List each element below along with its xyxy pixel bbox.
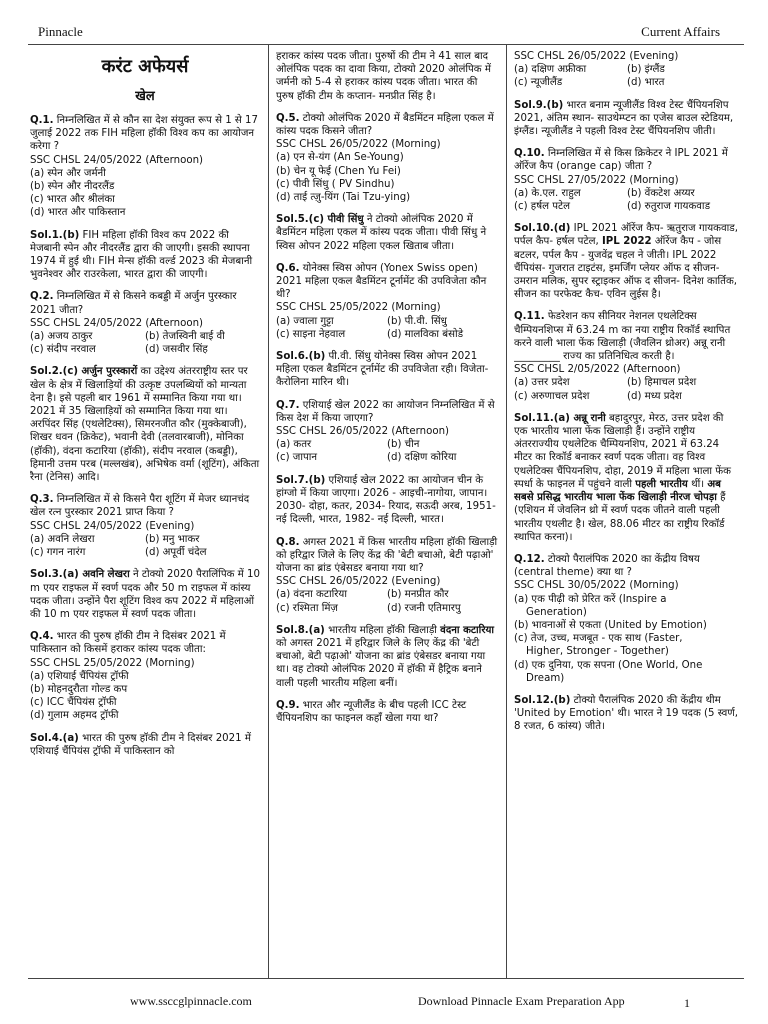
option: (d) मध्य प्रदेश bbox=[627, 390, 682, 402]
question-number: Q.11. bbox=[514, 311, 545, 323]
option: (a) स्पेन और जर्मनी bbox=[30, 167, 106, 179]
exam-source: SSC CHSL 25/05/2022 (Morning) bbox=[30, 657, 195, 669]
option: (c) तेज, उच्च, मजबूत - एक साथ (Faster, bbox=[514, 633, 683, 645]
solution-highlight-3: अब सबसे प्रसिद्ध भारतीय भाला फेंक खिलाड़ी नीरज चोपड़ा bbox=[514, 478, 721, 504]
solution-label: Sol.5.(c) bbox=[276, 214, 325, 226]
question-text: एशियाई खेल 2022 का आयोजन निम्नलिखित में से किस देश में किया जाएगा? bbox=[276, 399, 495, 424]
question-number: Q.12. bbox=[514, 553, 545, 565]
solution-7 bbox=[276, 474, 498, 527]
option: (d) रजनी एतिमारपु bbox=[387, 602, 461, 614]
solution-label: Sol.8.(a) bbox=[276, 624, 325, 636]
option: (d) भारत और पाकिस्तान bbox=[30, 207, 126, 219]
page-header bbox=[0, 0, 768, 44]
solution-text: का उद्देश्य अंतरराष्ट्रीय स्तर पर खेल के क्षेत्र में खिलाड़ियों की उत्कृष्ट उपलब्धियों को मान्यता देना है। इसे पहली बार 1961 में सम्मानित किया गया था। 2021 में 35 खिलाड़ियों को सम्मानित किया गया था। अरपिंदर सिंह (एथलेटिक्स), सिमरनजीत कौर (मुक्केबाजी), शिखर धवन (क्रिकेट), भवानी देवी (तलवारबाजी), मोनिका (हॉकी), वंदना कटारिया (हॉकी), संदीप नरवाल (कबड्डी), हिमानी उत्तम परब (मल्लखंब), अभिषेक वर्मा (शूटिंग), अंकिता रैना (टेनिस) आदि। bbox=[30, 366, 260, 484]
solution-4-continued: हराकर कांस्य पदक जीता। पुरुषों की टीम ने 41 साल बाद ओलंपिक पदक का दावा किया, टोक्यो 2020 ओलंपिक में जर्मनी को 5-4 से हराकर कांस्य पदक जीता। भारत की पुरुष हॉकी टीम के कप्तान- मनप्रीत सिंह है। bbox=[276, 51, 491, 102]
exam-source: SSC CHSL 26/05/2022 (Afternoon) bbox=[276, 426, 450, 438]
footer-website-link[interactable]: www.ssccglpinnacle.com bbox=[130, 994, 252, 1008]
solution-label: Sol.7.(b) bbox=[276, 474, 326, 486]
header-rule bbox=[28, 44, 744, 45]
exam-source: SSC CHSL 24/05/2022 (Afternoon) bbox=[30, 317, 204, 329]
solution-12 bbox=[514, 694, 740, 734]
question-3 bbox=[30, 493, 260, 559]
solution-label: Sol.4.(a) bbox=[30, 732, 79, 744]
option: (b) स्पेन और नीदरलैंड bbox=[30, 181, 115, 193]
question-text: निम्नलिखित में से कौन सा देश संयुक्त रूप से 1 से 17 जुलाई 2022 तक FIH महिला हॉकी विश्व कप का आयोजन करेगा ? bbox=[30, 115, 259, 153]
option: (a) वंदना कटारिया bbox=[276, 589, 347, 601]
option: (b) मनु भाकर bbox=[145, 533, 200, 545]
option: (b) इंग्लैंड bbox=[627, 64, 665, 76]
option: (d) दक्षिण कोरिया bbox=[387, 452, 457, 464]
question-number: Q.8. bbox=[276, 536, 300, 548]
solution-text: ने टोक्यो ओलंपिक 2020 में बैडमिंटन महिला एकल में कांस्य पदक जीता। पीवी सिंधु ने स्विस ओपन 2022 महिला एकल खिताब जीता। bbox=[276, 214, 487, 252]
question-2 bbox=[30, 290, 260, 356]
solution-6 bbox=[276, 350, 498, 390]
header-brand: Pinnacle bbox=[38, 24, 83, 39]
question-number: Q.10. bbox=[514, 148, 545, 160]
solution-text: एशियाई खेल 2022 का आयोजन चीन के हांग्जो में किया जाएगा। 2026 - आइची-नागोया, जापान। bbox=[276, 474, 488, 499]
question-1 bbox=[30, 114, 260, 220]
question-9 bbox=[276, 699, 498, 725]
question-11 bbox=[514, 310, 740, 402]
question-7 bbox=[276, 399, 498, 465]
solution-highlight: अन्नू रानी bbox=[569, 412, 606, 424]
solution-text-2: को अगस्त 2021 में हरिद्वार जिले के लिए केंद्र की 'बेटी बचाओ, बेटी पढ़ाओ' योजना का ब्रांड एंबेसडर बनाया गया था। वह टोक्यो ओलंपिक 2020 में हॉकी में हैट्रिक बनाने वाली पहली भारतीय महिला बनीं। bbox=[276, 637, 486, 689]
option: (a) के.एल. राहुल bbox=[514, 187, 581, 199]
option: (b) चीन bbox=[387, 439, 420, 451]
question-number: Q.4. bbox=[30, 631, 54, 643]
exam-source: SSC CHSL 24/05/2022 (Evening) bbox=[30, 520, 195, 532]
question-number: Q.1. bbox=[30, 115, 54, 126]
solution-highlight: IPL 2022 bbox=[602, 236, 652, 248]
column-divider-2 bbox=[506, 44, 507, 978]
option: (c) अरुणाचल प्रदेश bbox=[514, 390, 590, 402]
solution-highlight: वंदना कटारिया bbox=[440, 624, 495, 636]
option: (d) एक दुनिया, एक सपना (One World, One bbox=[514, 659, 703, 671]
question-4 bbox=[30, 630, 260, 722]
solution-label: Sol.12.(b) bbox=[514, 694, 571, 706]
question-text: अगस्त 2021 में किस भारतीय महिला हॉकी खिलाड़ी को हरिद्वार जिले के लिए केंद्र की 'बेटी बचाओ, बेटी पढ़ाओ' योजना का ब्रांड एंबेसडर बनाया गया था? bbox=[276, 536, 498, 574]
question-10 bbox=[514, 147, 740, 213]
option-continued: Higher, Stronger - Together) bbox=[526, 646, 669, 658]
option: (b) भावनाओं से एकता (United by Emotion) bbox=[514, 619, 707, 631]
solution-label: Sol.1.(b) bbox=[30, 229, 80, 241]
solution-highlight-2: पहली भारतीय bbox=[635, 478, 688, 490]
option: (a) उत्तर प्रदेश bbox=[514, 377, 570, 389]
question-text: निम्नलिखित में से किस क्रिकेटर ने IPL 2021 में ऑरेंज कैप (orange cap) जीता ? bbox=[514, 148, 728, 173]
footer-app-promo: Download Pinnacle Exam Preparation App bbox=[418, 994, 625, 1008]
question-12 bbox=[514, 553, 740, 685]
option: (b) वेंकटेश अय्यर bbox=[627, 187, 695, 199]
option: (b) मोहनदुरौता गोल्ड कप bbox=[30, 683, 128, 695]
solution-text-2: 2030- दोहा, कतर, 2034- रियाद, सऊदी अरब, 1951- नई दिल्ली, भारत, 1982- नई दिल्ली, भारत। bbox=[276, 501, 496, 526]
column-1 bbox=[30, 50, 260, 974]
option: (c) साइना नेहवाल bbox=[276, 328, 346, 340]
solution-3 bbox=[30, 568, 260, 621]
solution-9 bbox=[514, 99, 740, 139]
question-5 bbox=[276, 112, 498, 204]
option: (c) जापान bbox=[276, 452, 318, 464]
solution-label: Sol.6.(b) bbox=[276, 351, 326, 363]
exam-source: SSC CHSL 27/05/2022 (Morning) bbox=[514, 174, 679, 186]
solution-label: Sol.2.(c) bbox=[30, 366, 79, 378]
solution-1 bbox=[30, 229, 260, 282]
question-text: भारत की पुरुष हॉकी टीम ने दिसंबर 2021 में पाकिस्तान को किसमें हराकर कांस्य पदक जीता: bbox=[30, 631, 226, 656]
question-text: भारत और न्यूजीलैंड के बीच पहली ICC टेस्ट चैंपियनशिप का फाइनल कहाँ खेला गया था? bbox=[276, 699, 467, 724]
option: (c) संदीप नरवाल bbox=[30, 344, 96, 356]
solution-text: ने टोक्यो 2020 पैरालिंपिक में 10 m एयर राइफल में स्वर्ण पदक और 50 m राइफल में कांस्य पदक जीता। उन्होंने पैरा शूटिंग विश्व कप 2022 में महिलाओं की 10 m एयर राइफल में स्वर्ण पदक जीता। bbox=[30, 569, 260, 620]
solution-label: Sol.3.(a) bbox=[30, 569, 79, 581]
question-number: Q.7. bbox=[276, 399, 300, 411]
option: (b) चेन यू फेई (Chen Yu Fei) bbox=[276, 165, 401, 177]
option: (d) गुलाम अहमद ट्रॉफी bbox=[30, 710, 119, 722]
solution-text: IPL 2021 ऑरेंज कैप- ऋतुराज गायकवाड, पर्पल कैप- हर्षल पटेल, bbox=[514, 223, 738, 248]
page-number: 1 bbox=[684, 996, 690, 1010]
option: (a) एन से-यंग (An Se-Young) bbox=[276, 152, 404, 164]
footer-rule bbox=[28, 978, 744, 979]
exam-source: SSC CHSL 26/05/2022 (Evening) bbox=[276, 576, 441, 588]
solution-text-2: ऑरेंज कैप - जोस बटलर, पर्पल कैप - युजवेंद्र चहल ने जीती। IPL 2022 चैंपियंस- गुजरात टाइटंस, इमर्जिंग प्लेयर ऑफ द सीजन- उमरान मलिक, सुपर स्ट्राइकर ऑफ द सीजन- दिनेश कार्तिक, सीजन का परफेक्ट कैच- एविन लुईस है। bbox=[514, 236, 738, 301]
question-number: Q.5. bbox=[276, 112, 300, 124]
question-8 bbox=[276, 536, 498, 615]
option-continued: Dream) bbox=[526, 672, 565, 684]
option: (a) ज्वाला गुट्टा bbox=[276, 315, 334, 327]
question-text: निम्नलिखित में से किसने पैरा शूटिंग में मेजर ध्यानचंद खेल रत्न पुरस्कार 2021 प्राप्त किया ? bbox=[30, 494, 250, 519]
option: (a) एशियाई चैंपियंस ट्रॉफी bbox=[30, 670, 129, 682]
option: (b) पी.वी. सिंधु bbox=[387, 315, 447, 327]
option: (d) अपूर्वी चंदेल bbox=[145, 547, 207, 559]
option: (c) रश्मिता मिंज़ bbox=[276, 602, 338, 614]
question-number: Q.6. bbox=[276, 262, 300, 274]
solution-text: भारतीय महिला हॉकी खिलाड़ी bbox=[324, 624, 441, 636]
solution-text-2: थीं। bbox=[687, 478, 708, 490]
exam-source: SSC CHSL 30/05/2022 (Morning) bbox=[514, 580, 679, 592]
solution-11 bbox=[514, 412, 740, 544]
solution-4 bbox=[30, 732, 260, 758]
solution-text: FIH महिला हॉकी विश्व कप 2022 की मेजबानी स्पेन और नीदरलैंड द्वारा की जाएगी। इसकी स्थापना 1974 में हुई थी। FIH मेन्स हॉकी वर्ल्ड 2023 की मेजबानी भुवनेश्वर और राउरकेला, भारत द्वारा की जाएगी। bbox=[30, 229, 253, 281]
option: (c) ICC चैंपियंस ट्रॉफी bbox=[30, 697, 117, 709]
exam-source: SSC CHSL 2/05/2022 (Afternoon) bbox=[514, 364, 681, 376]
solution-10 bbox=[514, 222, 740, 301]
option: (c) न्यूजीलैंड bbox=[514, 77, 563, 89]
solution-text: पी.वी. सिंधु योनेक्स स्विस ओपन 2021 महिला एकल बैडमिंटन टूर्नामेंट की उपविजेता रही। विजेता- कैरोलिना मारिन थी। bbox=[276, 351, 489, 389]
question-text: टोक्यो ओलंपिक 2020 में बैडमिंटन महिला एकल में कांस्य पदक किसने जीता? bbox=[276, 112, 494, 138]
question-9-continued bbox=[514, 50, 740, 90]
column-3 bbox=[514, 50, 740, 974]
option: (a) कतर bbox=[276, 439, 312, 451]
option-continued: Generation) bbox=[526, 606, 587, 618]
option: (a) अवनि लेखरा bbox=[30, 533, 95, 545]
question-number: Q.9. bbox=[276, 699, 300, 711]
solution-highlight: अर्जुन पुरस्कारों bbox=[78, 366, 138, 378]
question-number: Q.3. bbox=[30, 494, 54, 506]
question-text: योनेक्स स्विस ओपन (Yonex Swiss open) 2021 महिला एकल बैडमिंटन टूर्नामेंट की उपविजेता कौन थी? bbox=[276, 262, 487, 301]
solution-5 bbox=[276, 213, 498, 253]
solution-8 bbox=[276, 624, 498, 690]
solution-label: Sol.10.(d) bbox=[514, 223, 571, 235]
option: (d) भारत bbox=[627, 77, 665, 89]
solution-highlight: पीवी सिंधु bbox=[324, 214, 364, 226]
option: (b) हिमाचल प्रदेश bbox=[627, 377, 697, 389]
option: (d) ताई त्ज़ु-यिंग (Tai Tzu-ying) bbox=[276, 192, 411, 204]
question-text: निम्नलिखित में से किसने कबड्डी में अर्जुन पुरस्कार 2021 जीता? bbox=[30, 291, 237, 316]
header-section: Current Affairs bbox=[641, 24, 720, 39]
option: (d) मालविका बंसोडे bbox=[387, 328, 464, 340]
solution-label: Sol.11.(a) bbox=[514, 412, 570, 424]
exam-source: SSC CHSL 25/05/2022 (Morning) bbox=[276, 302, 441, 314]
solution-label: Sol.9.(b) bbox=[514, 99, 564, 111]
page-footer bbox=[0, 984, 768, 1024]
option: (c) हर्षल पटेल bbox=[514, 201, 571, 213]
option: (a) अजय ठाकुर bbox=[30, 331, 93, 343]
solution-2 bbox=[30, 365, 260, 484]
column-2 bbox=[276, 50, 498, 974]
solution-text-3: हैं (एशियन में जेवलिन थ्रो में स्वर्ण पदक जीतने वाली पहली भारतीय एथलीट है। खेल, 88.06 मीटर का राष्ट्रीय रिकॉर्ड स्थापित करना)। bbox=[514, 492, 726, 543]
page-title: करंट अफेयर्स bbox=[101, 56, 189, 77]
question-text: टोक्यो पैरालंपिक 2020 का केंद्रीय विषय (central theme) क्या था ? bbox=[514, 553, 700, 579]
exam-source: SSC CHSL 24/05/2022 (Afternoon) bbox=[30, 154, 204, 166]
exam-source: SSC CHSL 26/05/2022 (Evening) bbox=[514, 51, 679, 62]
solution-text: टोक्यो पैरालंपिक 2020 की केंद्रीय थीम 'United by Emotion' थी। भारत ने 19 पदक (5 स्वर्ण, 8 रजत, 6 कांस्य) जीते। bbox=[514, 694, 738, 733]
option: (b) मनप्रीत कौर bbox=[387, 589, 449, 601]
solution-text: भारत की पुरुष हॉकी टीम ने दिसंबर 2021 में एशियाई चैंपियंस ट्रॉफी में पाकिस्तान को bbox=[30, 732, 251, 757]
option: (d) रुतुराज गायकवाड bbox=[627, 201, 711, 213]
question-text: फेडरेशन कप सीनियर नेशनल एथलेटिक्स चैम्पियनशिप्स में 63.24 m का नया राष्ट्रीय रिकॉर्ड स्थापित करने वाली भाला फेंक खिलाड़ी (जैवलिन थ्रोअर) अन्नू रानी _________ राज्य का प्रतिनिधित्व करती है। bbox=[514, 311, 731, 363]
option: (d) जसवीर सिंह bbox=[145, 344, 208, 356]
option: (a) एक पीढ़ी को प्रेरित करें (Inspire a bbox=[514, 593, 667, 605]
question-number: Q.2. bbox=[30, 291, 54, 303]
option: (c) गगन नारंग bbox=[30, 547, 86, 559]
option: (c) पीवी सिंधु ( PV Sindhu) bbox=[276, 178, 395, 190]
column-divider-1 bbox=[268, 44, 269, 978]
question-6 bbox=[276, 262, 498, 341]
section-title: खेल bbox=[135, 89, 155, 104]
solution-highlight: अवनि लेखरा bbox=[78, 569, 130, 581]
option: (a) दक्षिण अफ्रीका bbox=[514, 64, 587, 76]
exam-source: SSC CHSL 26/05/2022 (Morning) bbox=[276, 139, 441, 151]
option: (b) तेजस्विनी बाई वी bbox=[145, 331, 225, 343]
solution-text: भारत बनाम न्यूजीलैंड विश्व टेस्ट चैंपियनशिप 2021, अंतिम स्थान- साउथेम्प्टन का एजेस बाउल स्टेडियम, इंग्लैंड। न्यूजीलैंड ने पहली विश्व टेस्ट चैंपियनशिप जीती। bbox=[514, 99, 734, 138]
option: (c) भारत और श्रीलंका bbox=[30, 194, 115, 206]
solution-text: बहादुरपुर, मेरठ, उत्तर प्रदेश की एक भारतीय भाला फेंक खिलाड़ी हैं। उन्होंने राष्ट्रीय अंतरराज्यीय एथलेटिक चैम्पियनशिप, 2021 में 63.24 मीटर का रिकॉर्ड बनाकर स्वर्ण पदक जीता। वह विश्व एथलेटिक्स चैंपियनशिप, दोहा, 2019 में महिला भाला फेंक स्पर्धा के फाइनल में पहुंचने वाली bbox=[514, 412, 731, 490]
